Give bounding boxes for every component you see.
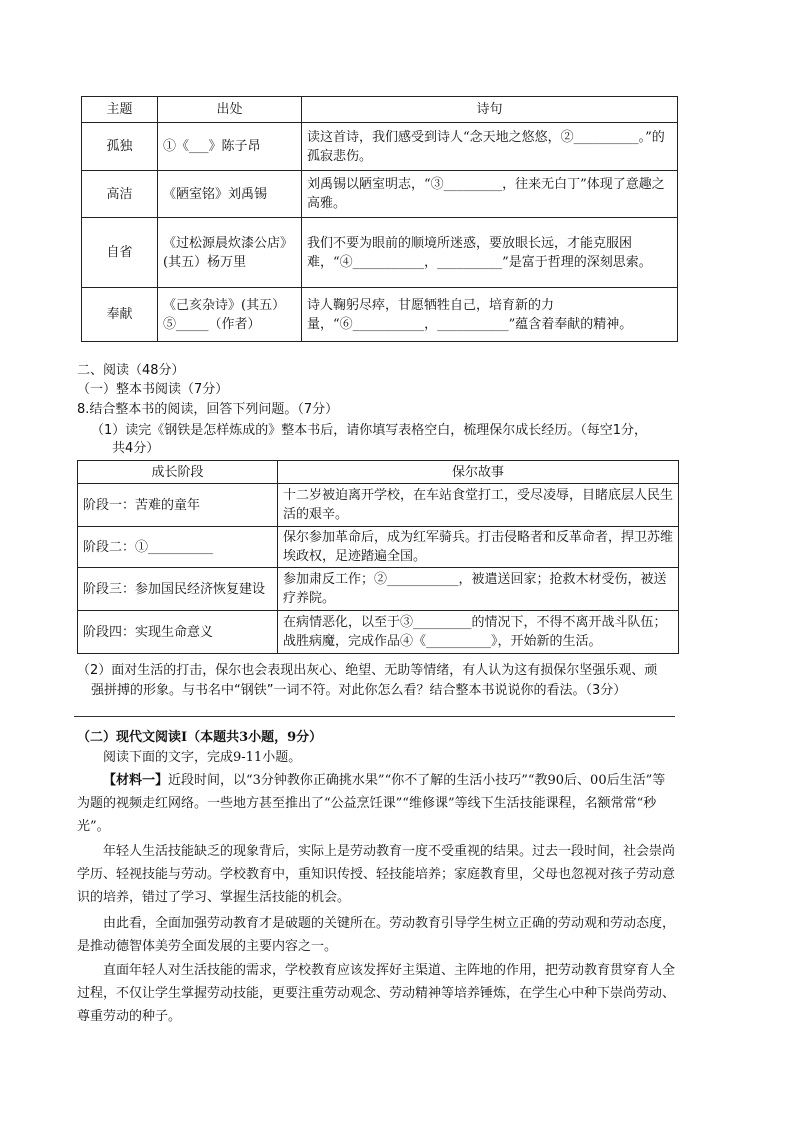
part-title: （二）现代文阅读Ⅰ（本题共3小题，9分） — [77, 730, 323, 745]
row-theme: 高洁 — [82, 171, 158, 218]
paragraph-text: 近段时间，以“3分钟教你正确挑水果”“你不了解的生活小技巧”“教90后、00后生活”等为题的视频走红网络。一些地方甚至推出了“公益烹饪课”“维修课”等线下生活技能课程，名额常常“秒光”。 — [77, 773, 666, 834]
paragraph — [77, 769, 678, 838]
row-source: 《陋室铭》刘禹锡 — [158, 171, 302, 218]
table-row — [78, 484, 679, 527]
table-row — [82, 288, 678, 342]
question-8-1-line1: （1）读完《钢铁是怎样炼成的》整本书后，请你填写表格空白，梳理保尔成长经历。（每空1分， — [91, 423, 648, 438]
row-stage: 阶段四：实现生命意义 — [78, 611, 278, 654]
row-verse: 刘禹锡以陋室明志，“③_________，往来无白丁”体现了意趣之高雅。 — [302, 171, 678, 218]
table-row — [82, 218, 678, 288]
row-verse: 读这首诗，我们感受到诗人“念天地之悠悠，②__________。”的孤寂悲伤。 — [302, 123, 678, 171]
header-theme: 主题 — [82, 97, 158, 123]
header-stage: 成长阶段 — [78, 461, 278, 484]
part-title: （一）整本书阅读（7分） — [77, 382, 229, 397]
table-header-row — [78, 461, 679, 484]
row-stage: 阶段二：①__________ — [78, 527, 278, 568]
row-source: ①《___》陈子昂 — [158, 123, 302, 171]
paragraph: 由此看，全面加强劳动教育才是破题的关键所在。劳动教育引导学生树立正确的劳动观和劳动态度，是推动德智体美劳全面发展的主要内容之一。 — [77, 916, 676, 954]
table-row — [82, 123, 678, 171]
row-source: 《过松源晨炊漆公店》(其五）杨万里 — [158, 218, 302, 288]
answer-line — [74, 716, 675, 717]
row-stage: 阶段三：参加国民经济恢复建设 — [78, 568, 278, 611]
row-verse: 我们不要为眼前的顺境所迷惑，要放眼长远，才能克服困难，“④___________，__________”是富于哲理的深刻思索。 — [302, 218, 678, 288]
table-row — [82, 171, 678, 218]
row-story: 保尔参加革命后，成为红军骑兵。打击侵略者和反革命者，捍卫苏维埃政权，足迹踏遍全国。 — [278, 527, 679, 568]
header-source: 出处 — [158, 97, 302, 123]
row-story: 十二岁被迫离开学校，在车站食堂打工，受尽凌辱，目睹底层人民生活的艰辛。 — [278, 484, 679, 527]
poem-table — [81, 96, 678, 342]
row-theme: 奉献 — [82, 288, 158, 342]
table-row — [78, 568, 679, 611]
material-label: 【材料一】 — [103, 773, 169, 788]
row-source: 《己亥杂诗》(其五）⑤_____（作者） — [158, 288, 302, 342]
question-8-2-line2: 强拼搏的形象。与书名中“钢铁”一词不符。对此你怎么看？结合整本书说说你的看法。（3分） — [91, 683, 627, 698]
reading-instruction: 阅读下面的文字，完成9-11小题。 — [103, 750, 302, 765]
row-theme: 自省 — [82, 218, 158, 288]
row-verse: 诗人鞠躬尽瘁，甘愿牺牲自己，培育新的力量，“⑥___________，___________”蕴含着奉献的精神。 — [302, 288, 678, 342]
paragraph: 年轻人生活技能缺乏的现象背后，实际上是劳动教育一度不受重视的结果。过去一段时间，社会崇尚学历、轻视技能与劳动。学校教育中，重知识传授、轻技能培养；家庭教育里，父母也忽视对孩子劳动意识的培养，错过了学习、掌握生活技能的机会。 — [77, 844, 676, 905]
question-8-2-line1: （2）面对生活的打击，保尔也会表现出灰心、绝望、无助等情绪，有人认为这有损保尔坚强乐观、顽 — [77, 663, 658, 678]
header-story: 保尔故事 — [278, 461, 679, 484]
row-story: 在病情恶化，以至于③_________的情况下，不得不离开战斗队伍；战胜病魔，完成作品④《__________》，开始新的生活。 — [278, 611, 679, 654]
table-header-row — [82, 97, 678, 123]
row-story: 参加肃反工作；②___________，被遣送回家；抢救木材受伤，被送疗养院。 — [278, 568, 679, 611]
table-row — [78, 527, 679, 568]
question-8-1-line2: 共4分） — [112, 441, 160, 456]
paragraph: 直面年轻人对生活技能的需求，学校教育应该发挥好主渠道、主阵地的作用，把劳动教育贯穿育人全过程，不仅让学生掌握劳动技能，更要注重劳动观念、劳动精神等培养锤炼，在学生心中种下崇尚劳动、尊重劳动的种子。 — [77, 963, 676, 1024]
table-row — [78, 611, 679, 654]
row-stage: 阶段一：苦难的童年 — [78, 484, 278, 527]
row-theme: 孤独 — [82, 123, 158, 171]
story-table — [77, 460, 679, 654]
header-verse: 诗句 — [302, 97, 678, 123]
section-title: 二、阅读（48分） — [77, 363, 185, 378]
question-8: 8.结合整本书的阅读，回答下列问题。（7分） — [77, 402, 339, 417]
